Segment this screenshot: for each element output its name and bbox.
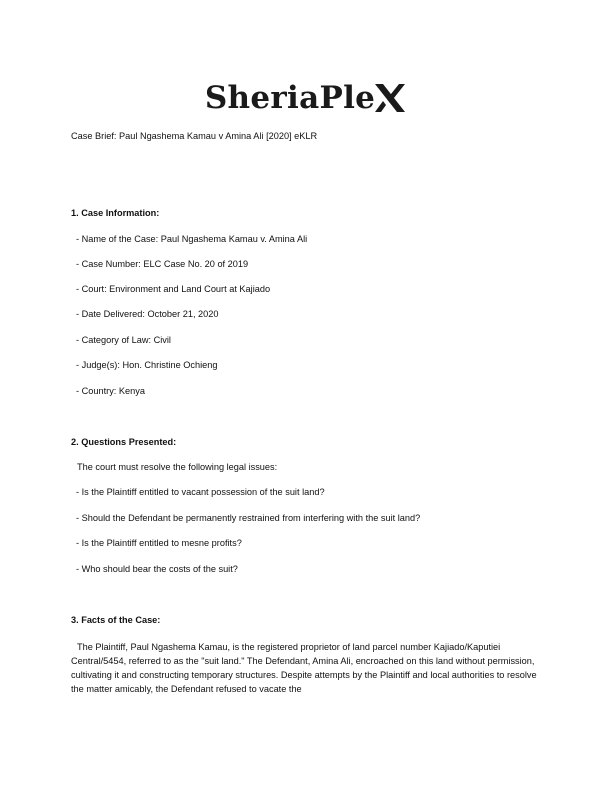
logo-text: SheriaPle: [204, 80, 376, 116]
case-info-item: - Judge(s): Hon. Christine Ochieng: [76, 360, 218, 370]
question-item: - Who should bear the costs of the suit?: [76, 564, 238, 574]
case-info-item: - Date Delivered: October 21, 2020: [76, 309, 219, 319]
case-info-item: - Court: Environment and Land Court at Kajiado: [76, 284, 271, 294]
brief-title: Case Brief: Paul Ngashema Kamau v Amina Ali [2020] eKLR: [71, 131, 318, 141]
questions-intro: The court must resolve the following legal issues:: [77, 462, 278, 472]
question-item: - Is the Plaintiff entitled to mesne profits?: [76, 538, 242, 548]
sheriaplex-logo: [0, 78, 612, 118]
case-info-item: - Name of the Case: Paul Ngashema Kamau v. Amina Ali: [76, 234, 308, 244]
questions-presented-heading: 2. Questions Presented:: [71, 437, 177, 447]
logo-x-icon: [373, 82, 407, 114]
case-info-item: - Case Number: ELC Case No. 20 of 2019: [76, 259, 249, 269]
case-information-heading: 1. Case Information:: [71, 208, 160, 218]
facts-heading: 3. Facts of the Case:: [71, 615, 161, 625]
question-item: - Should the Defendant be permanently restrained from interfering with the suit land?: [76, 513, 421, 523]
case-info-item: - Country: Kenya: [76, 386, 145, 396]
facts-paragraph: The Plaintiff, Paul Ngashema Kamau, is the registered proprietor of land parcel number Kajiado/Kaputiei Central/5454, referred to as the "suit land." The Defendant, Amina Ali, encroached on this land without permission, cultivating it and constructing temporary structures. Despite attempts by the Plaintiff and local authorities to resolve the matter amicably, the Defendant refused to vacate the: [71, 642, 537, 694]
question-item: - Is the Plaintiff entitled to vacant possession of the suit land?: [76, 487, 325, 497]
case-info-item: - Category of Law: Civil: [76, 335, 171, 345]
